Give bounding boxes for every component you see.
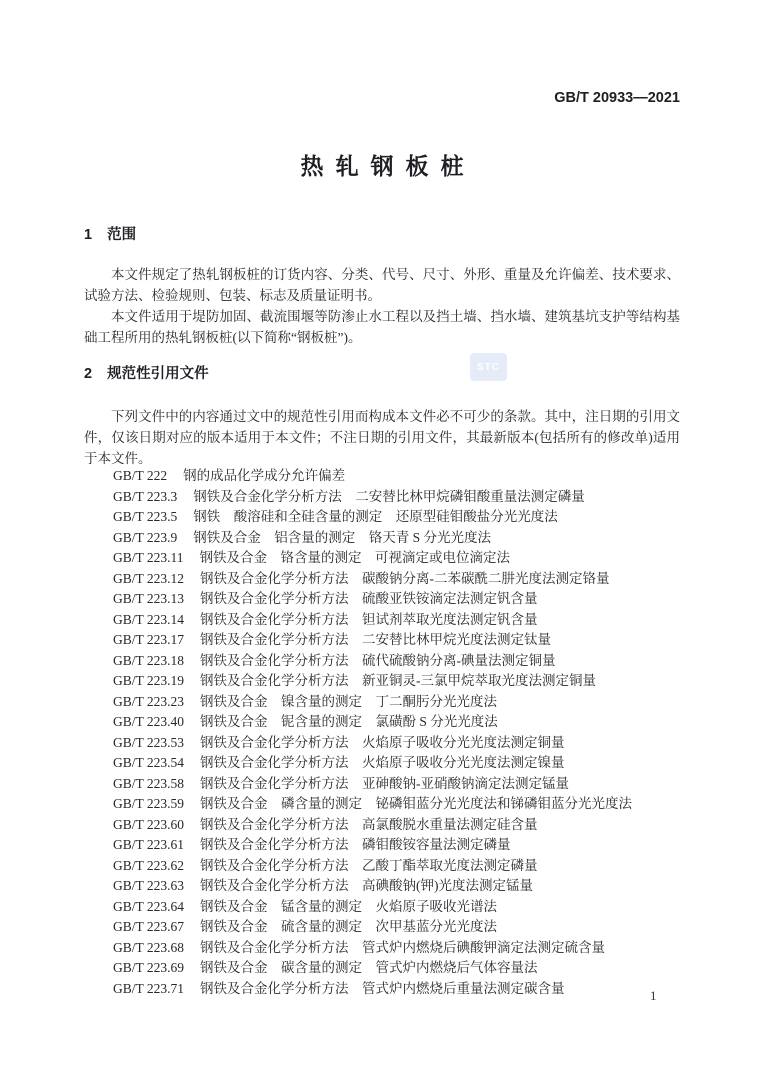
reference-id: GB/T 223.59 [113, 796, 185, 811]
reference-id: GB/T 223.9 [113, 529, 178, 545]
reference-item [113, 938, 680, 959]
reference-desc: 钢铁及合金化学分析方法 磷钼酸铵容量法测定磷量 [200, 837, 511, 852]
reference-desc: 钢铁及合金化学分析方法 高碘酸钠(钾)光度法测定锰量 [200, 878, 534, 893]
reference-desc: 钢铁及合金 硫含量的测定 次甲基蓝分光光度法 [200, 919, 498, 934]
scope-paragraph: 本文件适用于堤防加固、截流围堰等防渗止水工程以及挡土墙、挡水墙、建筑基坑支护等结构基础工程所用的热轧钢板桩(以下简称“钢板桩”)。 [84, 309, 680, 345]
reference-item [113, 733, 680, 754]
reference-item [113, 651, 680, 672]
reference-id: GB/T 223.64 [113, 898, 185, 914]
reference-desc: 钢铁及合金化学分析方法 新亚铜灵-三氯甲烷萃取光度法测定铜量 [200, 673, 597, 688]
reference-id: GB/T 223.67 [113, 919, 185, 934]
reference-id: GB/T 223.13 [113, 591, 185, 606]
reference-desc: 钢铁及合金化学分析方法 钽试剂萃取光度法测定钒含量 [200, 611, 538, 627]
reference-item [113, 794, 680, 815]
reference-desc: 钢铁及合金 锰含量的测定 火焰原子吸收光谱法 [200, 898, 498, 914]
reference-id: GB/T 223.61 [113, 837, 185, 852]
reference-desc: 钢铁及合金 磷含量的测定 铋磷钼蓝分光光度法和锑磷钼蓝分光光度法 [200, 796, 633, 811]
section-label: 规范性引用文件 [107, 366, 209, 382]
reference-id: GB/T 223.71 [113, 980, 185, 996]
reference-id: GB/T 223.17 [113, 632, 185, 647]
reference-item [113, 835, 680, 856]
reference-id: GB/T 223.23 [113, 693, 185, 709]
reference-item [113, 774, 680, 795]
reference-id: GB/T 223.19 [113, 673, 185, 688]
standard-code: GB/T 20933—2021 [554, 90, 680, 106]
reference-desc: 钢铁及合金化学分析方法 乙酸丁酯萃取光度法测定磷量 [200, 857, 538, 873]
reference-item [113, 917, 680, 938]
reference-item [113, 630, 680, 651]
normative-intro-paragraph: 下列文件中的内容通过文中的规范性引用而构成本文件必不可少的条款。其中，注日期的引用文件，仅该日期对应的版本适用于本文件；不注日期的引用文件，其最新版本(包括所有的修改单)适用于本文件。 [84, 409, 680, 466]
reference-item [113, 979, 680, 1000]
reference-desc: 钢铁及合金化学分析方法 硫代硫酸钠分离-碘量法测定铜量 [200, 652, 556, 668]
section-number: 2 [84, 366, 93, 382]
reference-desc: 钢铁及合金化学分析方法 火焰原子吸收分光光度法测定镍量 [200, 755, 565, 770]
reference-id: GB/T 223.62 [113, 857, 185, 873]
reference-id: GB/T 223.12 [113, 570, 185, 586]
reference-desc: 钢铁及合金 铝含量的测定 铬天青 S 分光光度法 [193, 529, 492, 545]
reference-item [113, 507, 680, 528]
reference-item [113, 712, 680, 733]
scope-paragraphs [84, 264, 680, 348]
reference-id: GB/T 223.54 [113, 755, 185, 770]
reference-id: GB/T 223.18 [113, 652, 185, 668]
reference-desc: 钢的成品化学成分允许偏差 [183, 468, 346, 483]
reference-id: GB/T 223.68 [113, 939, 185, 955]
reference-desc: 钢铁及合金化学分析方法 二安替比林甲烷磷钼酸重量法测定磷量 [193, 488, 585, 504]
reference-id: GB/T 223.63 [113, 878, 185, 893]
reference-desc: 钢铁及合金 碳含量的测定 管式炉内燃烧后气体容量法 [200, 960, 538, 975]
watermark-logo: STC [470, 353, 507, 381]
reference-id: GB/T 223.5 [113, 509, 178, 524]
reference-item [113, 753, 680, 774]
section-heading-scope [84, 227, 680, 243]
reference-desc: 钢铁及合金 铌含量的测定 氯磺酚 S 分光光度法 [200, 714, 498, 729]
reference-item [113, 589, 680, 610]
scope-paragraph: 本文件规定了热轧钢板桩的订货内容、分类、代号、尺寸、外形、重量及允许偏差、技术要求、试验方法、检验规则、包装、标志及质量证明书。 [84, 267, 680, 303]
section-heading-normative [84, 366, 680, 382]
reference-id: GB/T 223.58 [113, 775, 185, 791]
reference-id: GB/T 223.40 [113, 714, 185, 729]
reference-desc: 钢铁及合金 铬含量的测定 可视滴定或电位滴定法 [199, 550, 511, 565]
reference-desc: 钢铁及合金化学分析方法 二安替比林甲烷光度法测定钛量 [200, 632, 552, 647]
reference-desc: 钢铁及合金化学分析方法 高氯酸脱水重量法测定硅含量 [200, 816, 538, 832]
references-list [84, 466, 680, 999]
reference-item [113, 610, 680, 631]
reference-id: GB/T 223.3 [113, 488, 178, 504]
reference-item [113, 671, 680, 692]
document-title: 热轧钢板桩 [300, 153, 476, 179]
reference-item [113, 958, 680, 979]
reference-id: GB/T 223.53 [113, 734, 185, 750]
reference-item [113, 856, 680, 877]
reference-desc: 钢铁及合金化学分析方法 碳酸钠分离-二苯碳酰二肼光度法测定铬量 [200, 570, 610, 586]
reference-desc: 钢铁及合金化学分析方法 火焰原子吸收分光光度法测定铜量 [200, 734, 565, 750]
reference-id: GB/T 222 [113, 468, 168, 483]
reference-desc: 钢铁及合金化学分析方法 亚砷酸钠-亚硝酸钠滴定法测定锰量 [200, 775, 570, 791]
reference-desc: 钢铁及合金化学分析方法 管式炉内燃烧后碘酸钾滴定法测定硫含量 [200, 939, 606, 955]
reference-id: GB/T 223.11 [113, 550, 184, 565]
reference-item [113, 487, 680, 508]
section-label: 范围 [107, 227, 137, 243]
reference-item [113, 528, 680, 549]
page-number: 1 [650, 988, 657, 1003]
reference-item [113, 466, 680, 487]
reference-desc: 钢铁 酸溶硅和全硅含量的测定 还原型硅钼酸盐分光光度法 [193, 509, 558, 524]
reference-desc: 钢铁及合金化学分析方法 管式炉内燃烧后重量法测定碳含量 [200, 980, 565, 996]
document-content [84, 0, 680, 999]
reference-item [113, 876, 680, 897]
reference-id: GB/T 223.14 [113, 611, 185, 627]
reference-desc: 钢铁及合金化学分析方法 硫酸亚铁铵滴定法测定钒含量 [200, 591, 538, 606]
reference-item [113, 548, 680, 569]
reference-item [113, 815, 680, 836]
reference-id: GB/T 223.60 [113, 816, 185, 832]
reference-desc: 钢铁及合金 镍含量的测定 丁二酮肟分光光度法 [200, 693, 498, 709]
reference-item [113, 897, 680, 918]
reference-item [113, 569, 680, 590]
reference-id: GB/T 223.69 [113, 960, 185, 975]
reference-item [113, 692, 680, 713]
section-number: 1 [84, 227, 93, 243]
